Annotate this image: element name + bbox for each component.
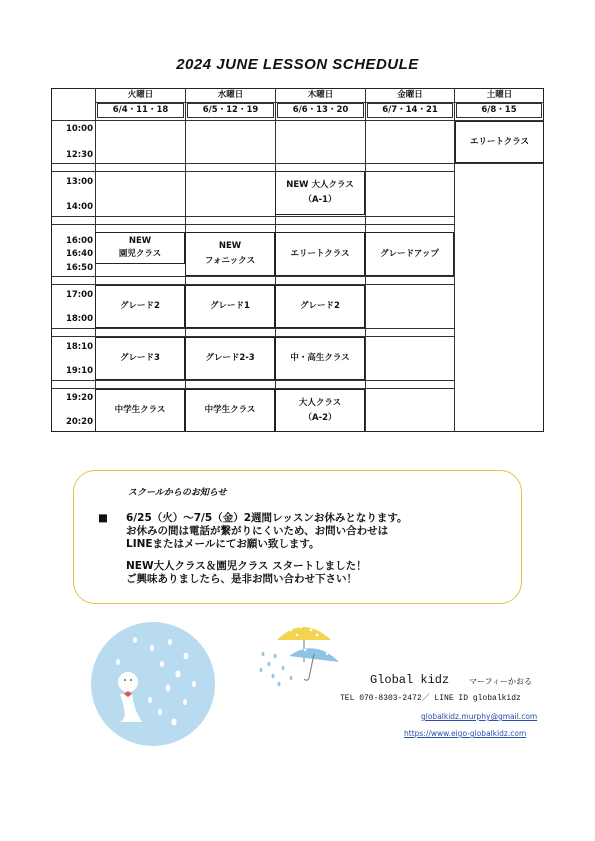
time-label: 18:10	[65, 342, 93, 352]
class-sat-elite	[455, 121, 544, 163]
class-tue-junior	[95, 389, 185, 432]
day-header-fri: 金曜日	[397, 90, 423, 100]
class-label: グレード2-3	[205, 353, 255, 363]
class-label: NEW	[218, 241, 242, 251]
grid-line	[51, 216, 454, 217]
raindrop-icon	[260, 652, 293, 687]
class-label: 中学生クラス	[204, 405, 256, 415]
class-label: グレード2	[120, 301, 160, 311]
company-name: Global kidz	[370, 673, 450, 687]
time-label: 13:00	[65, 177, 93, 187]
page-title: 2024 JUNE LESSON SCHEDULE	[176, 56, 419, 73]
notice-bullet: ■	[98, 512, 108, 524]
class-label: 中学生クラス	[114, 405, 166, 415]
time-label: 18:00	[65, 314, 93, 324]
day-header-wed: 水曜日	[217, 90, 244, 100]
teru-teru-bozu-illustration	[90, 622, 220, 747]
grid-line	[51, 276, 454, 277]
day-header-tue: 火曜日	[127, 90, 154, 100]
class-tue-grade2	[95, 285, 185, 328]
time-label: 19:10	[65, 366, 93, 376]
circle-background	[91, 622, 215, 746]
grid-line	[51, 380, 454, 381]
class-tue-kinder	[95, 232, 185, 264]
class-label: エリートクラス	[469, 136, 530, 147]
day-header-sat: 土曜日	[486, 90, 513, 100]
notice-line: 6/25（火）～7/5（金）2週間レッスンお休みとなります。	[126, 512, 408, 524]
time-label: 16:00	[65, 236, 93, 246]
grid-line	[51, 328, 454, 329]
class-label: 園児クラス	[118, 249, 162, 259]
class-wed-grade1	[185, 285, 275, 328]
date-range-thu: 6/6・13・20	[277, 103, 364, 118]
class-fri-gradeup	[365, 232, 454, 276]
contact-phone-line: TEL 070-8303-2472／ LINE ID globalkidz	[340, 694, 521, 703]
date-range-tue: 6/4・11・18	[97, 103, 184, 118]
notice-line: NEW大人クラス＆園児クラス スタートしました！	[126, 560, 367, 572]
class-thu-grade2	[275, 285, 365, 328]
class-label: エリートクラス	[290, 248, 350, 259]
class-label: グレード2	[300, 301, 340, 311]
umbrella-icon	[289, 647, 339, 680]
date-range-fri: 6/7・14・21	[367, 103, 453, 118]
date-range-wed: 6/5・12・19	[187, 103, 274, 118]
website-link[interactable]: https://www.eigo-globalkidz.com	[404, 729, 527, 738]
time-label: 17:00	[65, 290, 93, 300]
class-label: 中・高生クラス	[290, 353, 350, 363]
time-label: 12:30	[65, 150, 93, 160]
notice-line: LINEまたはメールにてお願い致します。	[126, 538, 320, 550]
notice-line: お休みの間は電話が繋がりにくいため、お問い合わせは	[126, 525, 389, 537]
class-label: グレードアップ	[380, 248, 439, 259]
day-header-thu: 木曜日	[307, 90, 334, 100]
time-label: 20:20	[65, 417, 93, 427]
grid-line	[51, 163, 544, 164]
notice-heading: スクールからのお知らせ	[128, 488, 227, 498]
class-label: グレード3	[120, 353, 160, 363]
class-label: （A-1）	[303, 195, 337, 205]
email-link[interactable]: globalkidz.murphy@gmail.com	[421, 712, 538, 721]
class-thu-adult-a2	[275, 389, 365, 432]
class-label: NEW	[128, 236, 152, 246]
date-range-sat: 6/8・15	[456, 103, 542, 118]
time-label: 16:50	[65, 263, 93, 273]
time-label: 16:40	[65, 249, 93, 259]
class-thu-elite	[275, 232, 365, 276]
notice-line: ご興味ありましたら、是非お問い合わせ下さい！	[126, 573, 357, 585]
class-label: フォニックス	[204, 256, 256, 266]
grid-line	[51, 171, 454, 172]
class-label: NEW 大人クラス	[286, 180, 354, 190]
class-label: （A-2）	[303, 412, 337, 423]
contact-person: マーフィーかおる	[469, 677, 532, 686]
class-label: 大人クラス	[298, 397, 342, 408]
class-tue-grade3	[95, 337, 185, 380]
time-label: 10:00	[65, 124, 93, 134]
time-label: 19:20	[65, 393, 93, 403]
class-wed-grade23	[185, 337, 275, 380]
class-wed-phonics	[185, 232, 275, 276]
notice-body	[126, 512, 408, 586]
grid-line	[51, 224, 454, 225]
class-thu-highschool	[275, 337, 365, 380]
class-wed-junior	[185, 389, 275, 432]
class-thu-adult-a1	[275, 171, 365, 215]
time-label: 14:00	[65, 202, 93, 212]
class-label: グレード1	[210, 301, 250, 311]
umbrella-illustration	[255, 618, 345, 693]
